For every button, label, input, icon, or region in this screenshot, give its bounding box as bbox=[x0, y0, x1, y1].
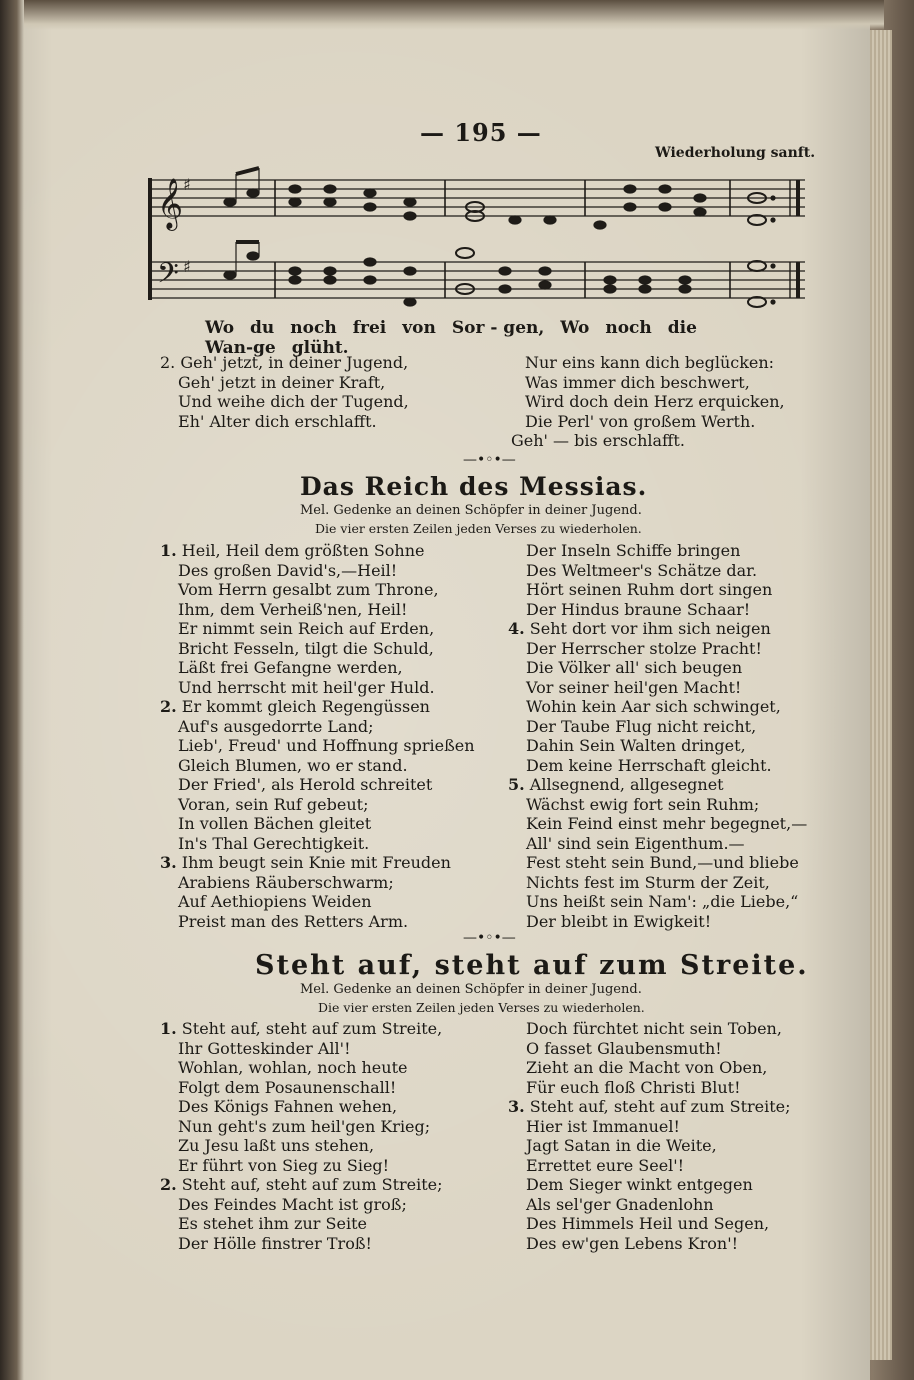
verse-line: Arabiens Räuberschwarm; bbox=[178, 872, 394, 892]
verse-line: Preist man des Retters Arm. bbox=[178, 911, 409, 931]
page-top-shadow bbox=[24, 0, 884, 30]
verse-2-left-column bbox=[160, 353, 409, 431]
verse-line: Vor seiner heil'gen Macht! bbox=[526, 677, 742, 697]
verse-line: Errettet eure Seel'! bbox=[526, 1155, 685, 1175]
verse-text: Allsegnend, allgesegnet bbox=[529, 775, 724, 794]
verse-number: 1. bbox=[160, 1019, 177, 1038]
verse-line: In's Thal Gerechtigkeit. bbox=[178, 833, 370, 853]
verse-line: Nichts fest im Sturm der Zeit, bbox=[526, 872, 770, 892]
verse-line: Der bleibt in Ewigkeit! bbox=[526, 911, 712, 931]
verse-line: Dem Sieger winkt entgegen bbox=[526, 1175, 753, 1194]
verse-line: Zu Jesu laßt uns stehen, bbox=[178, 1136, 375, 1155]
lyric-syllable: Wan-ge bbox=[205, 338, 276, 358]
verse-number: 4. bbox=[508, 619, 525, 638]
verse-line: 2. Geh' jetzt, in deiner Jugend, bbox=[160, 353, 409, 372]
bass-notes bbox=[224, 242, 775, 307]
verse-line: Fest steht sein Bund,—und bliebe bbox=[526, 853, 799, 872]
section-divider-ornament: —•◦•— bbox=[463, 452, 516, 468]
verse-line: Des ew'gen Lebens Kron'! bbox=[526, 1233, 739, 1253]
verse-line: Dahin Sein Walten dringet, bbox=[526, 736, 746, 755]
verse-text: Steht auf, steht auf zum Streite, bbox=[181, 1019, 443, 1038]
verse-line bbox=[508, 1097, 791, 1117]
verse-text: Er kommt gleich Regengüssen bbox=[181, 697, 430, 716]
verse-line: Ihm, dem Verheiß'nen, Heil! bbox=[178, 599, 408, 619]
verse-line: Des Weltmeer's Schätze dar. bbox=[526, 560, 758, 580]
verse-line bbox=[160, 853, 475, 873]
verse-line: Wohin kein Aar sich schwinget, bbox=[526, 697, 781, 716]
verse-line: Er nimmt sein Reich auf Erden, bbox=[178, 619, 435, 638]
verse-line: Des Feindes Macht ist groß; bbox=[178, 1194, 407, 1214]
verse-line: Doch fürchtet nicht sein Toben, bbox=[526, 1019, 782, 1038]
verse-line: Wächst ewig fort sein Ruhm; bbox=[526, 794, 760, 814]
hymn2-right-column bbox=[508, 541, 807, 931]
verse-line: Es stehet ihm zur Seite bbox=[178, 1214, 367, 1233]
verse-line: Geh' jetzt in deiner Kraft, bbox=[178, 372, 386, 392]
tempo-marking: Wiederholung sanft. bbox=[655, 145, 816, 161]
verse-line bbox=[160, 1175, 443, 1195]
verse-line: Nur eins kann dich beglücken: bbox=[525, 353, 775, 372]
verse-text: Steht auf, steht auf zum Streite; bbox=[529, 1097, 791, 1116]
verse-line: Uns heißt sein Nam': „die Liebe,“ bbox=[526, 892, 799, 911]
verse-line: Des Königs Fahnen wehen, bbox=[178, 1097, 398, 1116]
verse-line: Läßt frei Gefangne werden, bbox=[178, 658, 403, 677]
verse-line: Auf Aethiopiens Weiden bbox=[178, 892, 372, 911]
verse-number: 5. bbox=[508, 775, 525, 794]
verse-line: Zieht an die Macht von Oben, bbox=[526, 1058, 768, 1077]
lyric-syllable: frei bbox=[352, 318, 387, 338]
sharp-icon: ♯ bbox=[183, 175, 191, 194]
verse-line: Die Völker all' sich beugen bbox=[526, 658, 743, 677]
verse-line: Gleich Blumen, wo er stand. bbox=[178, 755, 408, 775]
lyric-syllable: noch bbox=[605, 318, 652, 338]
verse-line: Der Inseln Schiffe bringen bbox=[526, 541, 741, 560]
verse-line: In vollen Bächen gleitet bbox=[178, 814, 372, 833]
verse-line: Als sel'ger Gnadenlohn bbox=[526, 1194, 714, 1214]
section-divider-ornament: —•◦•— bbox=[463, 930, 516, 946]
verse-line: Was immer dich beschwert, bbox=[525, 372, 750, 392]
verse-line: Kein Feind einst mehr begegnet,— bbox=[526, 814, 808, 833]
bass-clef-icon: 𝄢 bbox=[157, 257, 179, 297]
verse-line: Lieb', Freud' und Hoffnung sprießen bbox=[178, 736, 475, 755]
melody-note: Mel. Gedenke an deinen Schöpfer in deiner Jugend. bbox=[300, 982, 642, 997]
verse-line: Er führt von Sieg zu Sieg! bbox=[178, 1155, 390, 1175]
melody-note: Mel. Gedenke an deinen Schöpfer in deiner Jugend. bbox=[300, 503, 642, 518]
verse-line bbox=[160, 1019, 443, 1039]
verse-line: Hier ist Immanuel! bbox=[526, 1116, 680, 1136]
verse-line: Für euch floß Christi Blut! bbox=[526, 1077, 741, 1097]
page-number: — 195 — bbox=[420, 118, 542, 147]
verse-line: Wohlan, wohlan, noch heute bbox=[178, 1058, 408, 1077]
verse-line: Der Taube Flug nicht reicht, bbox=[526, 716, 757, 736]
music-score bbox=[145, 160, 810, 310]
repeat-instruction: Die vier ersten Zeilen jeden Verses zu wiederholen. bbox=[318, 1000, 645, 1015]
verse-line: Voran, sein Ruf gebeut; bbox=[178, 794, 369, 814]
bass-staff bbox=[150, 262, 805, 298]
verse-number: 3. bbox=[508, 1097, 525, 1116]
verse-line: Bricht Fesseln, tilgt die Schuld, bbox=[178, 638, 434, 658]
verse-line: Und weihe dich der Tugend, bbox=[178, 392, 409, 411]
lyric-syllable: Sor - gen, bbox=[451, 318, 545, 338]
verse-number: 1. bbox=[160, 541, 177, 560]
verse-line: Jagt Satan in die Weite, bbox=[526, 1136, 717, 1155]
music-lyrics bbox=[205, 318, 795, 358]
lyric-syllable: die bbox=[667, 318, 697, 338]
verse-line: Des großen David's,—Heil! bbox=[178, 560, 398, 580]
verse-line: Der Fried', als Herold schreitet bbox=[178, 775, 433, 794]
verse-line: Ihr Gotteskinder All'! bbox=[178, 1038, 351, 1058]
hymn3-left-column bbox=[160, 1019, 443, 1253]
verse-line: All' sind sein Eigenthum.— bbox=[526, 833, 745, 853]
verse-text: Heil, Heil dem größten Sohne bbox=[181, 541, 425, 560]
verse-line bbox=[160, 697, 475, 717]
verse-line bbox=[160, 541, 475, 561]
verse-line: Und herrscht mit heil'ger Huld. bbox=[178, 677, 435, 697]
verse-text: Seht dort vor ihm sich neigen bbox=[529, 619, 771, 638]
verse-line: Der Hölle finstrer Troß! bbox=[178, 1233, 372, 1253]
verse-line: Vom Herrn gesalbt zum Throne, bbox=[178, 580, 439, 599]
verse-line bbox=[508, 619, 807, 639]
verse-line: Nun geht's zum heil'gen Krieg; bbox=[178, 1116, 431, 1136]
treble-clef-icon: 𝄞 bbox=[157, 178, 184, 229]
verse-line: Dem keine Herrschaft gleicht. bbox=[526, 755, 772, 775]
hymn3-right-column bbox=[508, 1019, 791, 1253]
verse-number: 2. bbox=[160, 697, 177, 716]
verse-line: O fasset Glaubensmuth! bbox=[526, 1038, 722, 1058]
hymn-title: Steht auf, steht auf zum Streite. bbox=[255, 950, 809, 981]
hymn-title: Das Reich des Messias. bbox=[300, 472, 648, 501]
verse-text: Ihm beugt sein Knie mit Freuden bbox=[181, 853, 451, 872]
lyric-syllable: Wo bbox=[560, 318, 590, 338]
book-binding bbox=[0, 0, 24, 1380]
verse-line: Auf's ausgedorrte Land; bbox=[178, 716, 374, 736]
lyric-syllable: noch bbox=[290, 318, 337, 338]
repeat-instruction: Die vier ersten Zeilen jeden Verses zu wiederholen. bbox=[315, 521, 642, 536]
verse-line: Wird doch dein Herz erquicken, bbox=[525, 392, 785, 411]
verse-line bbox=[508, 775, 807, 795]
lyric-syllable: du bbox=[250, 318, 275, 338]
hymn2-left-column bbox=[160, 541, 475, 931]
verse-line: Eh' Alter dich erschlafft. bbox=[178, 411, 377, 431]
verse-number: 3. bbox=[160, 853, 177, 872]
lyric-syllable: von bbox=[402, 318, 436, 338]
lyric-syllable: glüht. bbox=[291, 338, 349, 358]
verse-text: Steht auf, steht auf zum Streite; bbox=[181, 1175, 443, 1194]
verse-line: Die Perl' von großem Werth. bbox=[525, 411, 756, 431]
verse-line: Des Himmels Heil und Segen, bbox=[526, 1214, 770, 1233]
verse-2-right-column bbox=[511, 353, 785, 451]
verse-line: Der Hindus braune Schaar! bbox=[526, 599, 751, 619]
verse-line: Hört seinen Ruhm dort singen bbox=[526, 580, 773, 599]
verse-line: Geh' — bis erschlafft. bbox=[511, 431, 685, 450]
verse-line: Folgt dem Posaunenschall! bbox=[178, 1077, 397, 1097]
sharp-icon: ♯ bbox=[183, 257, 191, 276]
verse-line: Der Herrscher stolze Pracht! bbox=[526, 638, 762, 658]
verse-number: 2. bbox=[160, 1175, 177, 1194]
lyric-syllable: Wo bbox=[205, 318, 235, 338]
